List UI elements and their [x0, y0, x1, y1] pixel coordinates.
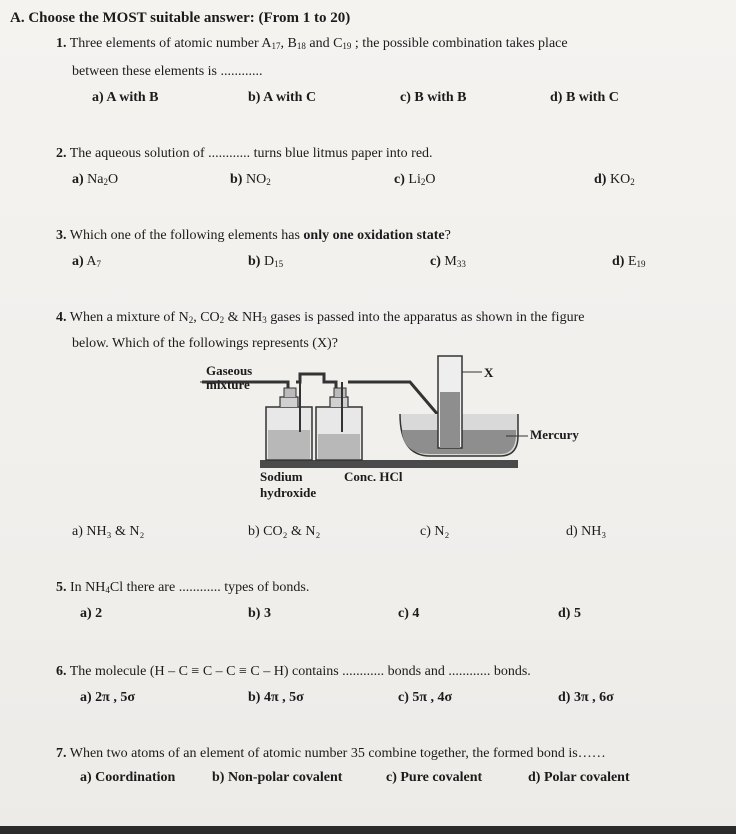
- q1-option-d[interactable]: d) B with C: [550, 90, 619, 105]
- q2-option-a[interactable]: a) $Na_2O$: [72, 172, 119, 187]
- question-6: [56, 662, 531, 681]
- q4-option-d[interactable]: d) NH₃: [566, 524, 607, 539]
- question-1-text: Three elements of atomic number $A_{17}$, $B_{18}$ and $C_{19}$ ; the possible combination takes place: [69, 36, 568, 51]
- q6-option-b[interactable]: b) 4π , 5σ: [248, 690, 304, 705]
- sodium-label: Sodium: [260, 469, 303, 484]
- q1-option-c[interactable]: c) B with B: [400, 90, 467, 105]
- question-2: [56, 144, 433, 163]
- question-5-text: In $NH_4Cl$ there are ............ types of bonds.: [70, 580, 310, 595]
- q6-option-d[interactable]: d) 3π , 6σ: [558, 690, 614, 705]
- q6-option-a[interactable]: a) 2π , 5σ: [80, 690, 135, 705]
- q4-option-c[interactable]: c) N₂: [420, 524, 450, 539]
- conc-hcl-label: Conc. HCl: [344, 469, 403, 484]
- q3-option-a[interactable]: a) $A_7$: [72, 254, 102, 269]
- question-number: 4.: [56, 310, 67, 325]
- q7-option-b[interactable]: b) Non-polar covalent: [212, 770, 343, 785]
- question-5: [56, 578, 309, 597]
- q3-option-b[interactable]: b) $D_{15}$: [248, 254, 284, 269]
- question-number: 6.: [56, 664, 67, 679]
- q6-option-c[interactable]: c) 5π , 4σ: [398, 690, 453, 705]
- question-4-text: When a mixture of $N_2$, $CO_2$ & $NH_3$ gases is passed into the apparatus as shown in the figure: [69, 310, 585, 325]
- mixture-label: mixture: [206, 377, 250, 392]
- q4-option-b[interactable]: b) CO₂ & N₂: [248, 524, 321, 539]
- page-bottom-edge: [0, 826, 736, 834]
- q3-option-c[interactable]: c) $M_{33}$: [430, 254, 466, 269]
- question-4: [56, 308, 584, 327]
- question-7-text: When two atoms of an element of atomic number 35 combine together, the formed bond is……: [69, 746, 606, 761]
- q1-option-a[interactable]: a) A with B: [92, 90, 159, 105]
- question-3: [56, 226, 451, 245]
- question-number: 2.: [56, 146, 67, 161]
- question-3-text: Which one of the following elements has only one oxidation state?: [69, 228, 451, 243]
- q2-option-d[interactable]: d) $KO_2$: [594, 172, 635, 187]
- base-plate: [260, 460, 518, 468]
- question-6-text: The molecule (H – C ≡ C – C ≡ C – H) contains ............ bonds and ............ bonds.: [69, 664, 531, 679]
- mercury-label: Mercury: [530, 427, 579, 442]
- apparatus-figure: [200, 352, 600, 502]
- question-4-line2: below. Which of the followings represents (X)?: [72, 336, 338, 351]
- question-number: 3.: [56, 228, 67, 243]
- gaseous-label: Gaseous: [206, 363, 253, 378]
- question-number: 1.: [56, 36, 67, 51]
- question-2-text: The aqueous solution of ............ turns blue litmus paper into red.: [69, 146, 433, 161]
- gas-jar-mercury: [440, 392, 460, 448]
- q7-option-c[interactable]: c) Pure covalent: [386, 770, 483, 785]
- q5-option-c[interactable]: c) 4: [398, 606, 420, 621]
- q5-option-a[interactable]: a) 2: [80, 606, 103, 621]
- q2-option-b[interactable]: b) $NO_2$: [230, 172, 271, 187]
- sodium-hydroxide-liquid: [268, 430, 310, 459]
- q5-option-d[interactable]: d) 5: [558, 606, 581, 621]
- section-title: A. Choose the MOST suitable answer: (From 1 to 20): [10, 10, 351, 26]
- question-7: [56, 744, 606, 763]
- q2-option-c[interactable]: c) $Li_2O$: [394, 172, 436, 187]
- q4-option-a[interactable]: a) NH₃ & N₂: [72, 524, 145, 539]
- q7-option-d[interactable]: d) Polar covalent: [528, 770, 630, 785]
- question-number: 7.: [56, 746, 67, 761]
- q3-option-d[interactable]: d) $E_{19}$: [612, 254, 646, 269]
- conc-hcl-liquid: [318, 434, 360, 459]
- q7-option-a[interactable]: a) Coordination: [80, 770, 176, 785]
- q5-option-b[interactable]: b) 3: [248, 606, 271, 621]
- question-1: [56, 34, 568, 53]
- question-1-line2: between these elements is ............: [72, 64, 263, 79]
- hydroxide-label: hydroxide: [260, 485, 317, 500]
- question-number: 5.: [56, 580, 67, 595]
- x-label: X: [484, 365, 494, 380]
- q1-option-b[interactable]: b) A with C: [248, 90, 317, 105]
